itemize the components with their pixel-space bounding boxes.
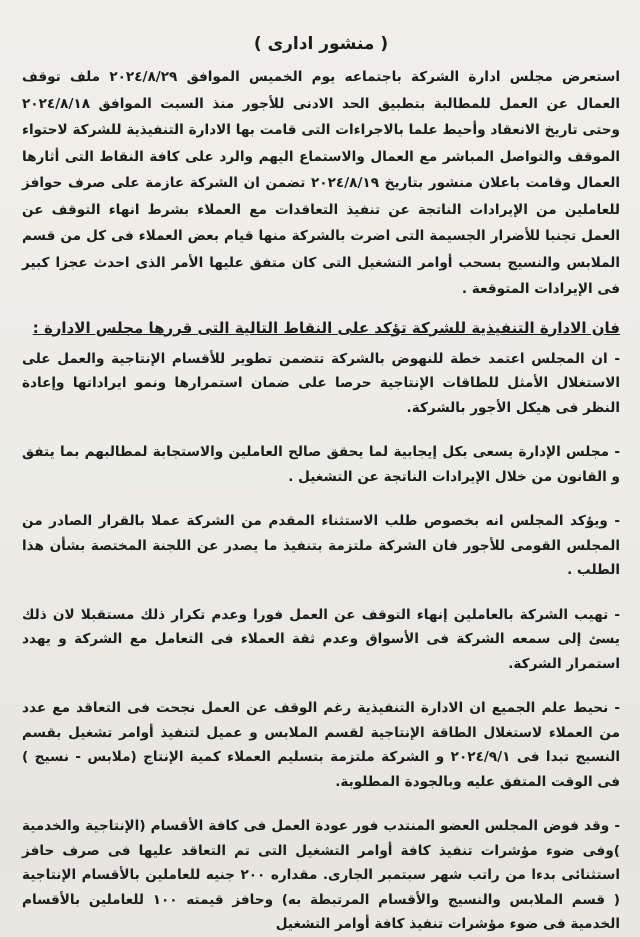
document-title: ( منشور ادارى ) [253, 34, 389, 54]
point-paragraph: - ويؤكد المجلس انه بخصوص طلب الاستثناء المقدم من الشركة عملا بالقرار الصادر من المجلس القومى للأجور فان الشركة ملتزمة بتنفيذ ما يصدر عن اللجنة المختصة بشأن هذا الطلب . [22, 513, 620, 578]
point-paragraph: - تهيب الشركة بالعاملين إنهاء التوقف عن العمل فورا وعدم تكرار ذلك مستقبلا لان ذلك يسئ إلى سمعه الشركة فى الأسواق وعدم ثقة العملاء فى التعامل مع الشركة و يهدد استمرار الشركة. [22, 606, 620, 672]
point-paragraph: - نحيط علم الجميع ان الادارة التنفيذية رغم الوقف عن العمل نجحت فى التعاقد مع عدد من العملاء لاستغلال الطاقة الإنتاجية لقسم الملابس و عميل لتنفيذ أوامر تشغيل بقسم النسيج تبدا فى ٢٠٢٤/٩/١ و الشركة ملتزمة بتسليم العملاء كمية الإنتاج (ملابس - نسيج ) فى الوقت المتفق عليه وبالجودة المطلوبة. [22, 700, 620, 790]
point-paragraph: - مجلس الإدارة يسعى بكل إيجابية لما يحقق صالح العاملين والاستجابة لمطالبهم بما يتفق و القانون من خلال الإيرادات الناتجة عن التشغيل . [22, 444, 620, 485]
point-paragraph: - ان المجلس اعتمد خطة للنهوض بالشركة تتضمن تطوير للأقسام الإنتاجية والعمل على الاستغلال الأمثل للطاقات الإنتاجية حرصا على ضمان استمرارها ونمو ايراداتها وإعادة النظر فى هيكل الأجور بالشركة. [22, 350, 620, 416]
intro-paragraph: استعرض مجلس ادارة الشركة باجتماعه يوم الخميس الموافق ٢٠٢٤/٨/٢٩ ملف توقف العمال عن العمل للمطالبة بتطبيق الحد الادنى للأجور منذ السبت الموافق ٢٠٢٤/٨/١٨ وحتى تاريخ الانعقاد وأحيط علما بالاجراءات التى قامت بها الادارة التنفيذية للشركة لاحتواء الموقف والتواصل المباشر مع العمال والاستماع اليهم والرد على كافة النقاط التى أثارها العمال وقامت باعلان منشور بتاريخ ٢٠٢٤/٨/١٩ تضمن ان الشركة عازمة على صرف حوافز للعاملين من الإيرادات الناتجة عن تنفيذ التعاقدات مع العملاء بشرط انهاء التوقف عن العمل تجنبا للأضرار الجسيمة التى اضرت بالشركة منها قيام بعض العملاء فى كل من قسم الملابس والنسيج بسحب أوامر التشغيل التى كان متفق عليها الأمر الذى احدث عجزا كبير فى الإيرادات المتوقعة . [22, 69, 620, 297]
section-heading: فان الادارة التنفيذية للشركة تؤكد على النقاط التالية التى قررها مجلس الادارة : [32, 318, 620, 337]
point-paragraph: - وقد فوض المجلس العضو المنتدب فور عودة العمل فى كافة الأقسام (الإنتاجية والخدمية )وفى ضوء مؤشرات تنفيذ كافة أوامر التشغيل التى تم التعاقد عليها فى صرف حافز استثنائى بدءا من راتب شهر سبتمبر الجارى. مقداره ٢٠٠ جنيه للعاملين بالأقسام الإنتاجية ( قسم الملابس والنسيج والأقسام المرتبطة به) وحافز قيمته ١٠٠ للعاملين بالأقسام الخدمية فى ضوء مؤشرات تنفيذ كافة أوامر التشغيل [22, 818, 620, 932]
